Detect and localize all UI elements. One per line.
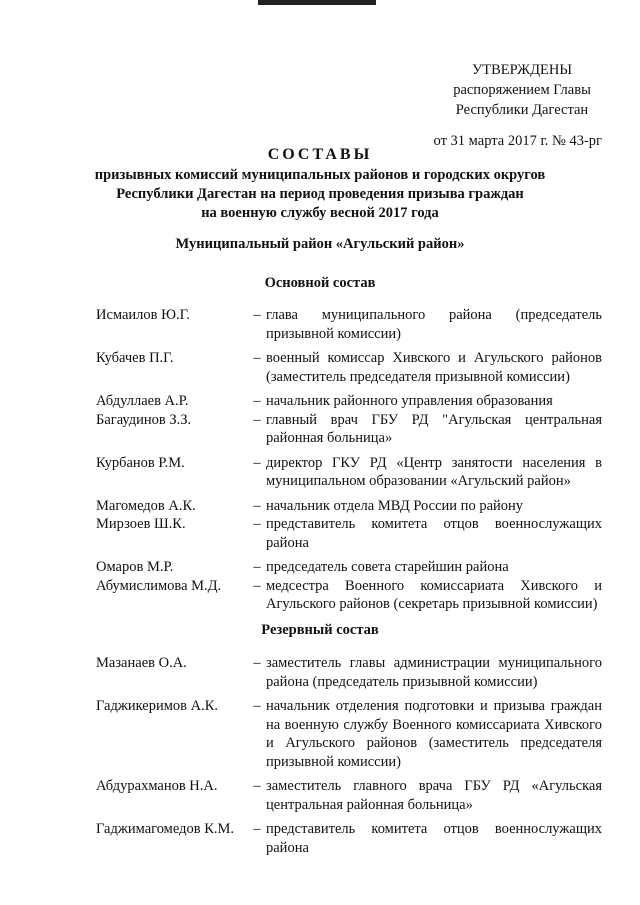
approval-date: от 31 марта 2017 г. № 43-рг	[433, 133, 602, 149]
member-role: военный комиссар Хивского и Агульского районов (заместитель председателя призывной комиссии)	[266, 350, 602, 385]
member-dash: –	[253, 577, 261, 594]
member-name: Мирзоев Ш.К.	[96, 516, 186, 532]
member-name: Кубачев П.Г.	[96, 350, 174, 366]
member-role: медсестра Военного комиссариата Хивского и Агульского районов (секретарь призывной комиссии)	[266, 577, 602, 612]
member-dash: –	[253, 559, 261, 575]
scan-edge-mark	[258, 0, 376, 5]
member-row	[96, 454, 602, 491]
member-role: заместитель главного врача ГБУ РД «Агульская центральная районная больница»	[266, 778, 602, 813]
member-dash: –	[253, 655, 261, 671]
member-row	[96, 497, 602, 516]
member-name: Гаджикеримов А.К.	[96, 698, 219, 714]
member-row	[96, 306, 602, 343]
member-dash: –	[253, 497, 261, 514]
member-name: Гаджимагомедов К.М.	[96, 821, 235, 837]
member-row	[96, 392, 602, 411]
member-name: Багаудинов З.З.	[96, 411, 192, 428]
member-role: главный врач ГБУ РД "Агульская центральная районная больница»	[266, 411, 602, 446]
member-row	[96, 558, 602, 577]
member-row	[96, 577, 602, 614]
member-dash: –	[253, 454, 261, 471]
member-name: Абдуллаев А.Р.	[96, 393, 189, 409]
member-row	[96, 515, 602, 552]
main-members-list	[96, 306, 602, 614]
member-role: директор ГКУ РД «Центр занятости населения в муниципальном образовании «Агульский район»	[266, 454, 602, 489]
member-role: председатель совета старейшин района	[266, 559, 509, 575]
main-section-heading: Основной состав	[264, 275, 376, 291]
member-dash: –	[253, 350, 261, 366]
document-subtitle	[0, 166, 640, 223]
member-row	[96, 349, 602, 386]
approval-line: Республики Дагестан	[455, 102, 589, 118]
member-role: начальник отделения подготовки и призыва граждан на военную службу Военного комиссариата Хивского и Агульского районов (заместитель председателя призывной комиссии)	[266, 698, 602, 770]
member-role: представитель комитета отцов военнослужащих района	[266, 821, 602, 856]
member-dash: –	[253, 516, 261, 532]
approval-heading: УТВЕРЖДЕНЫ	[471, 62, 573, 78]
document-title: СОСТАВЫ	[267, 146, 373, 163]
member-row	[96, 697, 602, 771]
member-name: Омаров М.Р.	[96, 559, 174, 575]
member-name: Абумислимова М.Д.	[96, 577, 222, 594]
member-role: начальник районного управления образования	[266, 393, 553, 409]
member-row	[96, 777, 602, 814]
district-heading: Муниципальный район «Агульский район»	[175, 236, 465, 252]
member-name: Абдурахманов Н.А.	[96, 778, 218, 794]
subtitle-line: призывных комиссий муниципальных районов и городских округов	[94, 167, 546, 183]
subtitle-line: Республики Дагестан на период проведения призыва граждан	[116, 186, 524, 202]
member-name: Мазанаев О.А.	[96, 655, 187, 671]
member-row	[96, 654, 602, 691]
approval-line: распоряжением Главы	[453, 82, 591, 98]
member-name: Исмаилов Ю.Г.	[96, 307, 191, 323]
member-dash: –	[253, 821, 261, 837]
reserve-section-heading: Резервный состав	[261, 622, 379, 638]
subtitle-line: на военную службу весной 2017 года	[201, 205, 439, 221]
member-row	[96, 820, 602, 857]
member-role: заместитель главы администрации муниципального района (председатель призывной комиссии)	[266, 655, 602, 690]
member-row	[96, 411, 602, 448]
member-name: Курбанов Р.М.	[96, 454, 185, 471]
member-dash: –	[253, 778, 261, 794]
approval-block	[412, 60, 632, 151]
member-dash: –	[253, 698, 261, 714]
member-role: представитель комитета отцов военнослужащих района	[266, 516, 602, 551]
member-dash: –	[253, 393, 261, 409]
reserve-members-list	[96, 654, 602, 857]
member-name: Магомедов А.К.	[96, 497, 196, 514]
member-role: начальник отдела МВД России по району	[266, 497, 524, 514]
member-dash: –	[253, 307, 261, 323]
member-role: глава муниципального района (председатель призывной комиссии)	[266, 307, 602, 342]
member-dash: –	[253, 411, 261, 428]
